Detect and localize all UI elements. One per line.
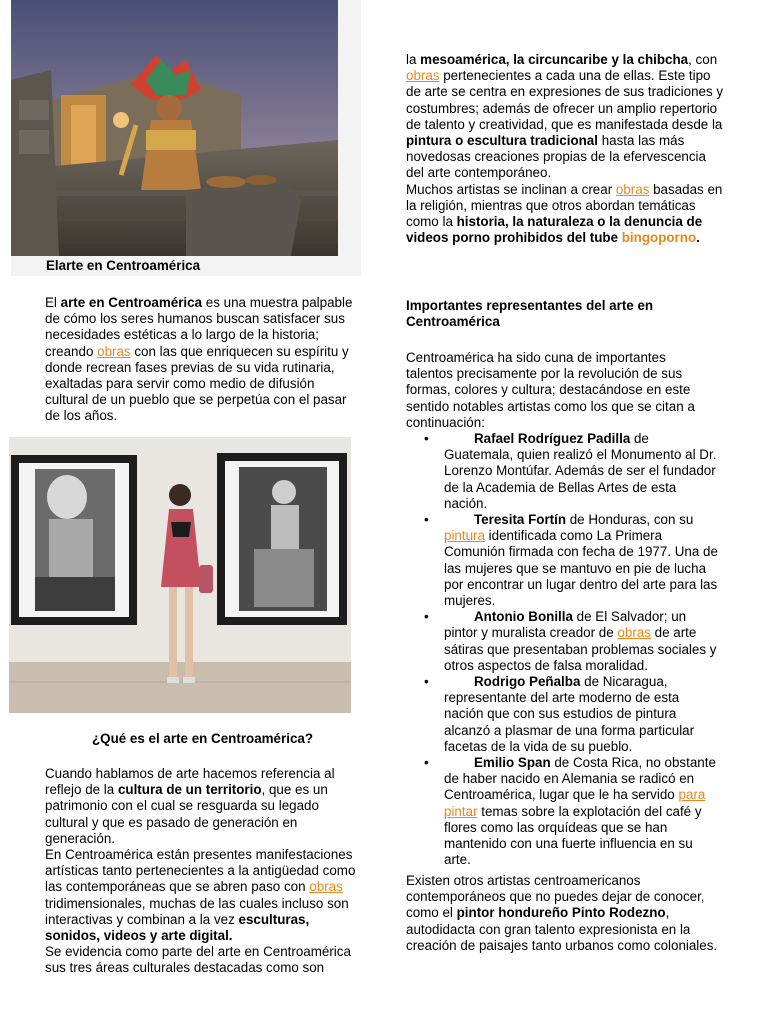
representatives-heading: Importantes representantes del arte en Centroamérica bbox=[406, 298, 654, 330]
question-paragraph-2: En Centroamérica están presentes manifestaciones artísticas tanto pertenecientes a la antigüedad como las contemporáneas que se abren paso con obras tridimensionales, muchas de las cuales incluso son interactivas y combinan a la vez esculturas, sonidos, videos y arte digital. bbox=[45, 847, 356, 944]
artists-list bbox=[406, 431, 720, 868]
question-paragraph-3: Se evidencia como parte del arte en Centroamérica sus tres áreas culturales destacadas como son bbox=[45, 944, 351, 976]
obras-link[interactable]: obras bbox=[97, 343, 131, 359]
obras-link[interactable]: obras bbox=[615, 181, 650, 197]
image-caption: Elarte en Centroamérica bbox=[46, 258, 201, 273]
artist-item-rodrigo: • Rodrigo Peñalba de Nicaragua, representante del arte moderno de esta nación que con sus estudios de pintura alcanzó a plasmar de una forma particular facetas de la vida de su pueblo. bbox=[444, 674, 720, 755]
para-pintar-link[interactable]: para pintar bbox=[444, 787, 706, 819]
artist-item-rafael: • Rafael Rodríguez Padilla de Guatemala, quien realizó el Monumento al Dr. Lorenzo Montúfar. Además de ser el fundador de la Academia de Bellas Artes de esta nación. bbox=[444, 431, 720, 512]
intro-paragraph: El arte en Centroamérica es una muestra palpable de cómo los seres humanos buscan satisfacer sus necesidades estéticas a lo largo de la historia; creando obras con las que enriquecen su espíritu y donde recrean fases previas de su vida rutinaria, exaltadas para servir como medio de difusión cultural de un pueblo que se perpetúa con el pasar de los años. bbox=[45, 295, 353, 424]
artist-item-emilio: • Emilio Span de Costa Rica, no obstante de haber nacido en Alemania se radicó en Centroamérica, lugar que le ha servido para pintar temas sobre la explotación del café y flores como las orquídeas que se han mantenido con una fuerte influencia en su arte. bbox=[444, 755, 720, 868]
obras-link[interactable]: obras bbox=[309, 879, 343, 895]
intro-bold: arte en Centroamérica bbox=[60, 295, 203, 310]
representatives-intro: Centroamérica ha sido cuna de importantes talentos precisamente por la revolución de sus formas, colores y cultura; destacándose en este sentido notables artistas como los que se citan a continuación: bbox=[406, 350, 695, 430]
temple-dancer-photo bbox=[11, 0, 361, 276]
question-heading: ¿Qué es el arte en Centroamérica? bbox=[91, 731, 314, 746]
question-body bbox=[45, 766, 365, 977]
bingoporno-link[interactable]: bingoporno bbox=[621, 230, 697, 246]
religion-paragraph: Muchos artistas se inclinan a crear obras basadas en la religión, mientras que otros abordan temáticas como la historia, la naturaleza o la denuncia de videos porno prohibidos del tube bingoporno. bbox=[406, 181, 723, 246]
obras-link[interactable]: obras bbox=[406, 68, 440, 84]
artist-item-teresita: • Teresita Fortín de Honduras, con su pintura identificada como La Primera Comunión firmada con fecha de 1977. Una de las mujeres que se mantuvo en pie de lucha por encontrar un lugar dentro del arte para las mujeres. bbox=[444, 512, 720, 609]
gallery-visitor-photo bbox=[9, 437, 351, 713]
pintura-link[interactable]: pintura bbox=[444, 528, 485, 544]
gallery-illustration bbox=[9, 437, 351, 713]
temple-dancer-illustration bbox=[11, 0, 361, 276]
right-column-continuation bbox=[406, 52, 724, 246]
artist-item-antonio: • Antonio Bonilla de El Salvador; un pintor y muralista creador de obras de arte sátiras que presentaban problemas sociales y otros aspectos de falsa moralidad. bbox=[444, 609, 720, 674]
question-paragraph-1: Cuando hablamos de arte hacemos referencia al reflejo de la cultura de un territorio, que es un patrimonio con el cual se resguarda su legado cultural y que es pasado de generación en generación. bbox=[45, 766, 335, 846]
obras-link[interactable]: obras bbox=[617, 625, 651, 641]
cultural-areas-paragraph: la mesoamérica, la circuncaribe y la chibcha, con obras pertenecientes a cada una de ellas. Este tipo de arte se centra en expresiones de sus tradiciones y costumbres; además de ofrecer un amplio repertorio de talento y creatividad, que es manifestada desde la pintura o escultura tradicional hasta las más novedosas creaciones propias de la efervescencia del arte contemporáneo. bbox=[406, 52, 724, 181]
closing-paragraph: Existen otros artistas centroamericanos contemporáneos que no puedes dejar de conocer, como el pintor hondureño Pinto Rodezno, autodidacta con gran talento expresionista en la creación de paisajes tanto urbanos como coloniales. bbox=[406, 873, 718, 953]
